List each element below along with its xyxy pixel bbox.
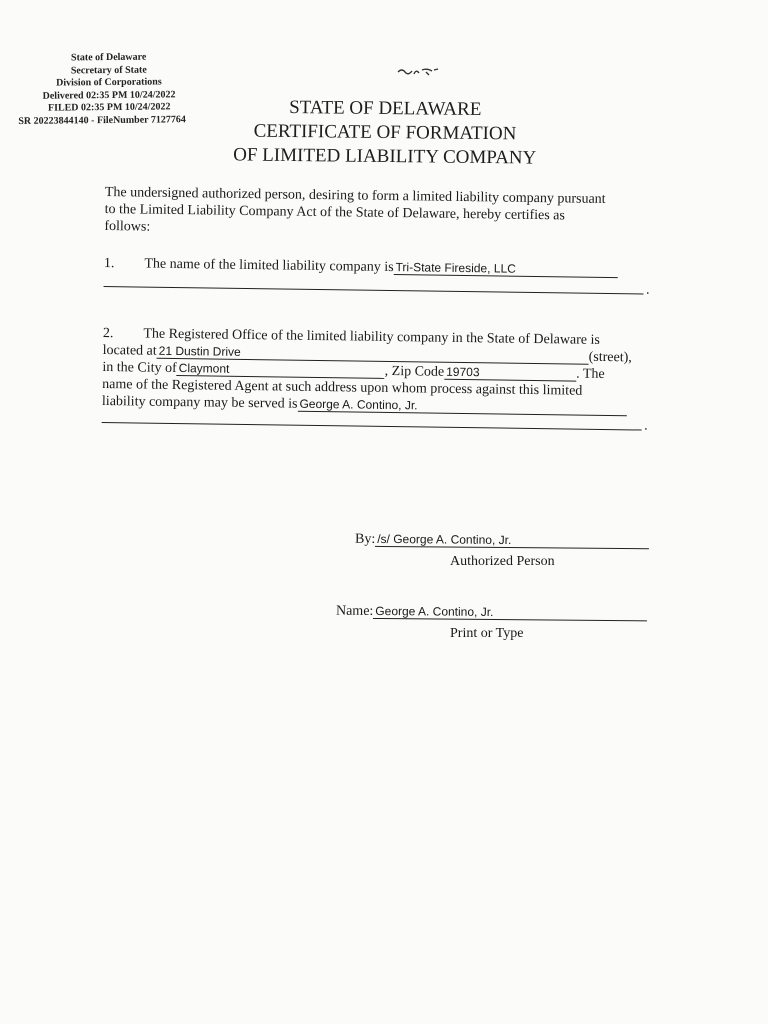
stamp-line: Delivered 02:35 PM 10/24/2022 bbox=[42, 89, 176, 102]
filing-stamp bbox=[18, 51, 201, 128]
certificate-body bbox=[101, 184, 657, 434]
city-field[interactable]: Claymont bbox=[177, 361, 385, 379]
document-title bbox=[200, 95, 571, 171]
signature-field[interactable]: /s/ George A. Contino, Jr. bbox=[375, 532, 649, 549]
period: . bbox=[644, 418, 648, 434]
item-number: 1. bbox=[103, 255, 115, 272]
signature-by bbox=[355, 532, 649, 551]
print-or-type-caption: Print or Type bbox=[450, 626, 524, 641]
intro-paragraph bbox=[104, 184, 657, 243]
intro-line: to the Limited Liability Company Act of the State of Delaware, hereby certifies as bbox=[104, 201, 566, 224]
by-label: By: bbox=[354, 531, 376, 547]
item-text: (street), bbox=[588, 349, 632, 366]
company-name-field[interactable]: Tri-State Fireside, LLC bbox=[393, 260, 617, 278]
stamp-line: Division of Corporations bbox=[56, 76, 162, 89]
title-line: CERTIFICATE OF FORMATION bbox=[253, 120, 517, 145]
stamp-line: FILED 02:35 PM 10/24/2022 bbox=[47, 101, 171, 115]
title-line: STATE OF DELAWARE bbox=[289, 96, 482, 121]
zip-code-field[interactable]: 19703 bbox=[444, 365, 576, 382]
item-text: The Registered Office of the limited liability company in the State of Delaware is bbox=[143, 326, 601, 348]
item-text: , Zip Code bbox=[384, 363, 445, 380]
item-text: in the City of bbox=[102, 359, 177, 377]
authorized-person-caption: Authorized Person bbox=[450, 554, 555, 569]
stamp-line: Secretary of State bbox=[70, 64, 147, 76]
item-text: . The bbox=[576, 366, 605, 382]
title-line: OF LIMITED LIABILITY COMPANY bbox=[233, 144, 537, 169]
item-text: liability company may be served is bbox=[101, 393, 298, 412]
signature-name bbox=[336, 604, 647, 623]
item-text: The name of the limited liability company is bbox=[144, 256, 394, 276]
intro-line: follows: bbox=[104, 218, 151, 235]
handwritten-mark-icon bbox=[396, 66, 440, 78]
registered-agent-field[interactable]: George A. Contino, Jr. bbox=[297, 397, 626, 417]
intro-line: The undersigned authorized person, desiring to form a limited liability company pursuant bbox=[104, 184, 606, 207]
stamp-line: SR 20223844140 - FileNumber 7127764 bbox=[18, 114, 186, 127]
printed-name-field[interactable]: George A. Contino, Jr. bbox=[373, 604, 647, 621]
item-number: 2. bbox=[102, 325, 114, 342]
name-label: Name: bbox=[335, 603, 374, 619]
street-field[interactable]: 21 Dustin Drive bbox=[157, 344, 589, 365]
item-2 bbox=[101, 325, 655, 434]
stamp-line: State of Delaware bbox=[70, 51, 147, 64]
period: . bbox=[645, 282, 650, 298]
item-text: name of the Registered Agent at such address upon whom process against this limited bbox=[102, 376, 583, 399]
item-text: located at bbox=[102, 342, 157, 359]
